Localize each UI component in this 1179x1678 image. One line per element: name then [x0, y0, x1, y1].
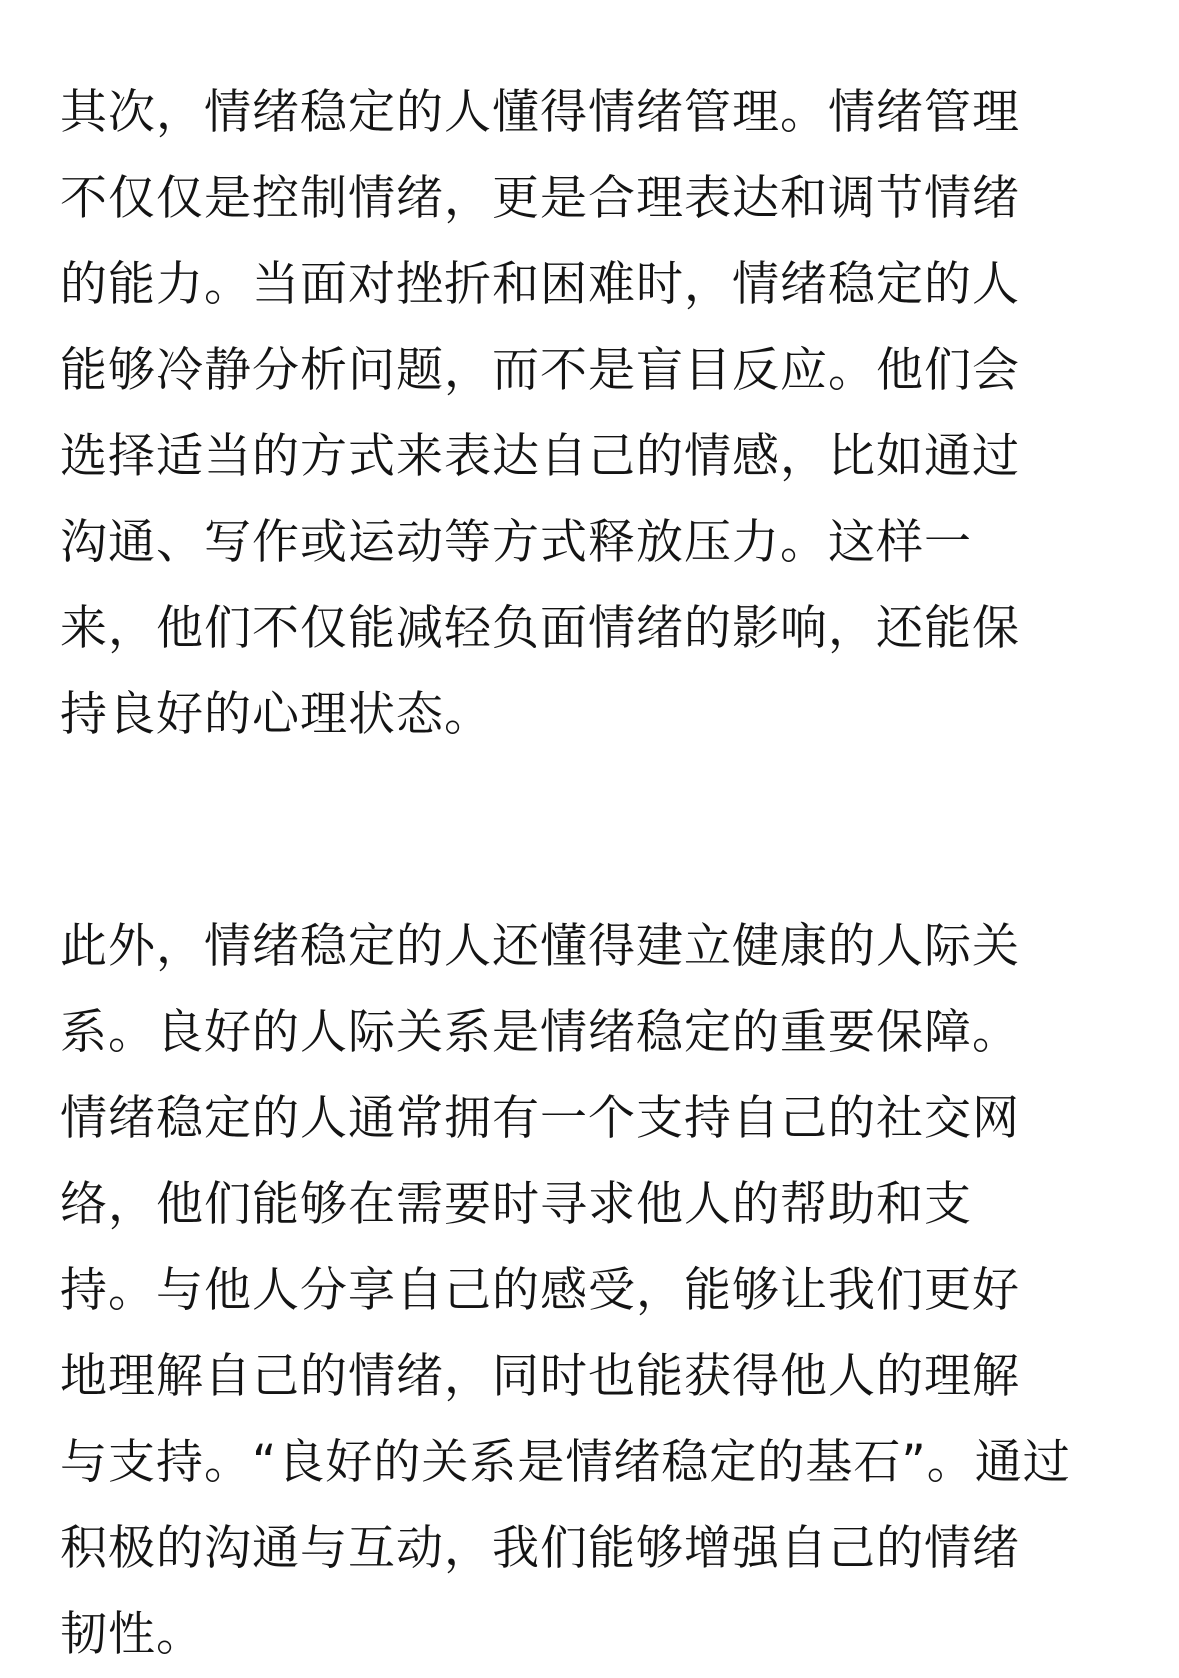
text-line: 持。与他人分享自己的感受，能够让我们更好 — [60, 1263, 1020, 1318]
text-line: 此外，情绪稳定的人还懂得建立健康的人际关 — [60, 919, 1020, 974]
text-line: 络，他们能够在需要时寻求他人的帮助和支 — [60, 1177, 972, 1232]
text-line: 与支持。“良好的关系是情绪稳定的基石”。通过 — [60, 1435, 1071, 1490]
text-line: 系。良好的人际关系是情绪稳定的重要保障。 — [60, 1005, 1020, 1060]
paragraph-spacer — [60, 758, 1179, 904]
text-line: 能够冷静分析问题，而不是盲目反应。他们会 — [60, 343, 1020, 398]
text-line: 的能力。当面对挫折和困难时，情绪稳定的人 — [60, 257, 1020, 312]
text-line: 选择适当的方式来表达自己的情感，比如通过 — [60, 429, 1020, 484]
paragraph-emotion-management — [60, 70, 1179, 758]
text-line: 来，他们不仅能减轻负面情绪的影响，还能保 — [60, 601, 1020, 656]
text-line: 韧性。 — [60, 1607, 204, 1662]
text-line: 地理解自己的情绪，同时也能获得他人的理解 — [60, 1349, 1020, 1404]
text-line: 沟通、写作或运动等方式释放压力。这样一 — [60, 515, 972, 570]
paragraph-relationships — [60, 904, 1179, 1678]
text-line: 积极的沟通与互动，我们能够增强自己的情绪 — [60, 1521, 1020, 1576]
text-line: 其次，情绪稳定的人懂得情绪管理。情绪管理 — [60, 85, 1020, 140]
text-line: 不仅仅是控制情绪，更是合理表达和调节情绪 — [60, 171, 1020, 226]
text-line: 持良好的心理状态。 — [60, 687, 492, 742]
text-line: 情绪稳定的人通常拥有一个支持自己的社交网 — [60, 1091, 1020, 1146]
